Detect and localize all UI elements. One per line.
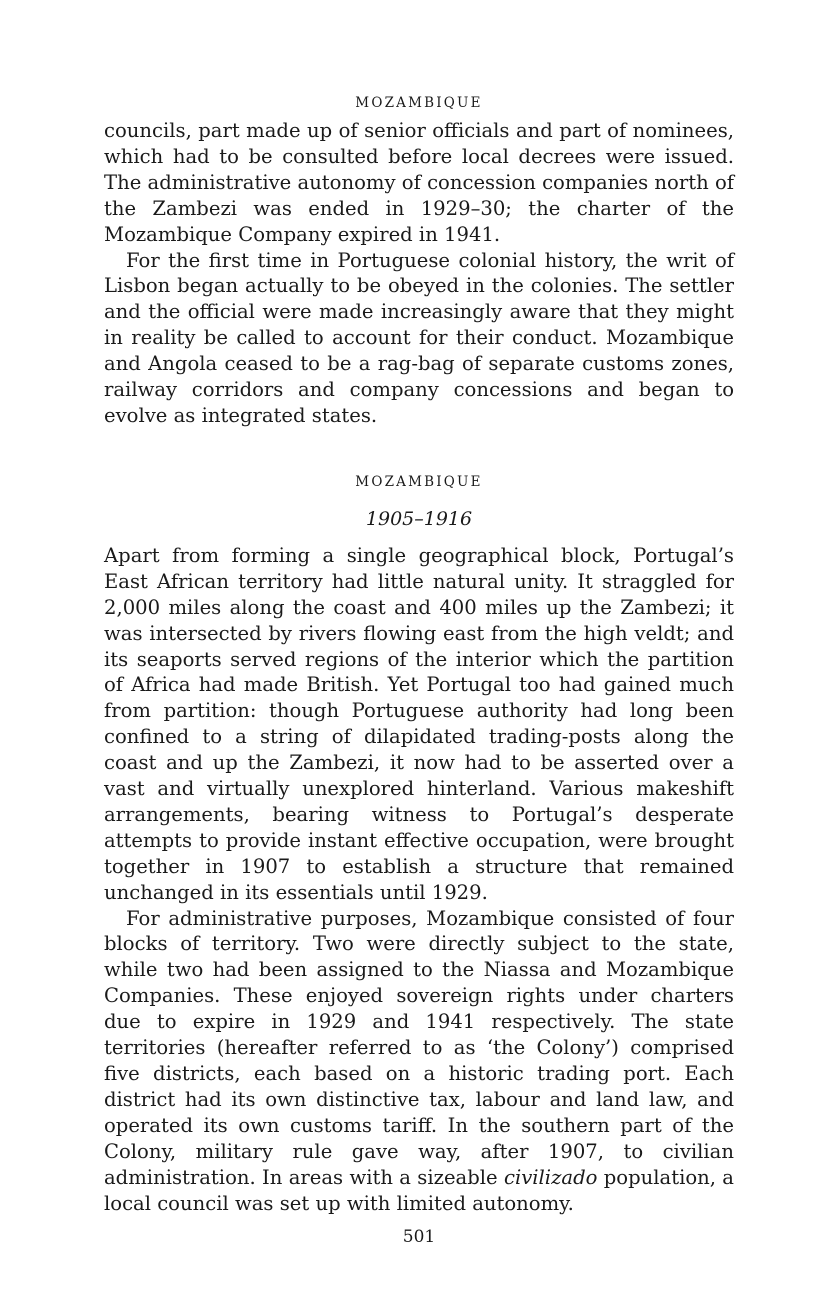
paragraph-administration-tail: population, a local council was set up with limited autonomy. xyxy=(104,1165,734,1215)
paragraph-lisbon-writ: For the first time in Portuguese colonial history, the writ of Lisbon began actually to be obeyed in the colonies. The settler and the official were made increasingly aware that they might in reality be called to account for their conduct. Mozambique and Angola ceased to be a rag-bag of separate customs zones, railway corridors and company concessions and began to evolve as integrated states. xyxy=(104,248,734,427)
paragraph-administration-text: For administrative purposes, Mozambique consisted of four blocks of territory. Two were directly subject to the state, while two had been assigned to the Niassa and Mozambique Companies. These enjoyed sovereign rights under charters due to expire in 1929 and 1941 respectively. The state territories (hereafter referred to as ‘the Colony’) comprised five districts, each based on a historic trading port. Each district had its own distinctive tax, labour and land law, and operated its own customs tariff. In the southern part of the Colony, military rule gave way, after 1907, to civilian administration. In areas with a sizeable xyxy=(104,906,734,1189)
paragraph-continued: councils, part made up of senior officials and part of nominees, which had to be consulted before local decrees were issued. The administrative autonomy of concession companies north of the Zambezi was ended in 1929–30; the charter of the Mozambique Company expired in 1941. xyxy=(104,119,734,246)
paragraph-geography: Apart from forming a single geographical block, Portugal’s East African territory had little natural unity. It straggled for 2,000 miles along the coast and 400 miles up the Zambezi; it was intersected by rivers flowing east from the high veldt; and its seaports served regions of the interior which the partition of Africa had made British. Yet Portugal too had gained much from partition: though Portuguese authority had long been confined to a string of dilapidated trading-posts along the coast and up the Zambezi, it now had to be asserted over a vast and virtually unexplored hinterland. Various makeshift arrangements, bearing witness to Portugal’s desperate attempts to provide instant effective occupation, were brought together in 1907 to establish a structure that remained unchanged in its essentials until 1929. xyxy=(104,543,734,904)
section-dates: 1905–1916 xyxy=(365,507,473,530)
section-heading: MOZAMBIQUE xyxy=(355,473,483,490)
book-page xyxy=(104,94,734,1248)
paragraph-administration xyxy=(104,906,734,1217)
italic-term: civilizado xyxy=(503,1165,598,1189)
running-head: MOZAMBIQUE xyxy=(355,95,483,111)
page-number: 501 xyxy=(402,1227,436,1248)
